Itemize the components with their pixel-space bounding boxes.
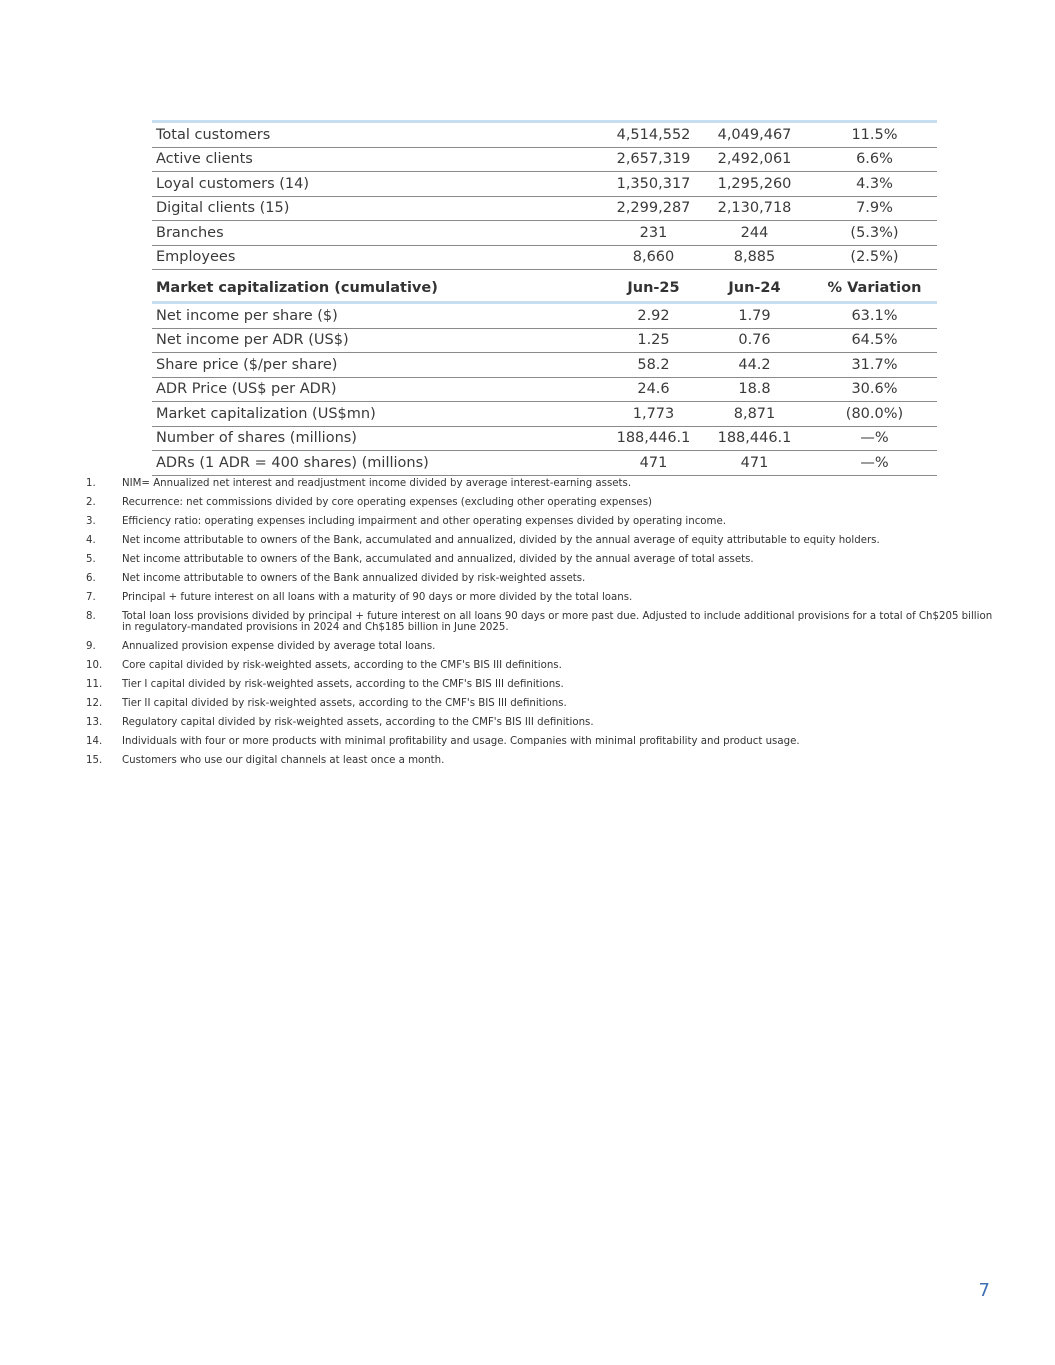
table-row: [152, 377, 937, 402]
header-jun-24: Jun-24: [697, 270, 812, 303]
footnote-number: 4.: [86, 535, 96, 546]
row-label: Digital clients (15): [152, 196, 572, 221]
footnote-item: [86, 554, 996, 565]
footnote-text: NIM= Annualized net interest and readjustment income divided by average interest-earning assets.: [122, 478, 632, 489]
table-row: [152, 122, 937, 148]
footnote-text: Recurrence: net commissions divided by core operating expenses (excluding other operating expenses): [122, 497, 652, 508]
footnote-item: [86, 641, 996, 652]
footnote-text: Net income attributable to owners of the Bank annualized divided by risk-weighted assets.: [122, 573, 586, 584]
footnote-item: [86, 478, 996, 489]
row-label: Branches: [152, 221, 572, 246]
footnote-item: [86, 660, 996, 671]
row-label: Number of shares (millions): [152, 426, 572, 451]
table-row: [152, 147, 937, 172]
value-variation: 7.9%: [812, 196, 937, 221]
footnote-item: [86, 679, 996, 690]
market-table-body: [152, 270, 937, 475]
footnote-number: 2.: [86, 497, 96, 508]
footnote-number: 13.: [86, 717, 103, 728]
footnote-number: 12.: [86, 698, 103, 709]
footnote-text: Tier II capital divided by risk-weighted assets, according to the CMF's BIS III definitions.: [122, 698, 567, 709]
value-variation: 30.6%: [812, 377, 937, 402]
table-row: [152, 402, 937, 427]
value-variation: 6.6%: [812, 147, 937, 172]
value-variation: 31.7%: [812, 353, 937, 378]
table-row: [152, 196, 937, 221]
value-variation: 64.5%: [812, 328, 937, 353]
footnote-item: [86, 497, 996, 508]
table-row: [152, 451, 937, 476]
row-label: Loyal customers (14): [152, 172, 572, 197]
table-row: [152, 328, 937, 353]
header-label: Market capitalization (cumulative): [152, 270, 572, 303]
row-label: Employees: [152, 245, 572, 270]
row-label: Net income per ADR (US$): [152, 328, 572, 353]
footnote-number: 1.: [86, 478, 96, 489]
value-jun-24: 188,446.1: [697, 426, 812, 451]
row-label: Net income per share ($): [152, 303, 572, 329]
value-jun-25: 231: [572, 221, 697, 246]
table-header-row: [152, 270, 937, 303]
value-jun-24: 1,295,260: [697, 172, 812, 197]
row-label: ADR Price (US$ per ADR): [152, 377, 572, 402]
footnote-item: [86, 717, 996, 728]
footnote-text: Individuals with four or more products with minimal profitability and usage. Companies with minimal profitability and product usage.: [122, 736, 800, 747]
market-capitalization-table: [152, 270, 937, 476]
value-jun-24: 2,130,718: [697, 196, 812, 221]
footnote-number: 15.: [86, 755, 103, 766]
row-label: Active clients: [152, 147, 572, 172]
table-row: [152, 172, 937, 197]
customers-table: [152, 120, 937, 270]
footnote-number: 5.: [86, 554, 96, 565]
footnote-item: [86, 592, 996, 603]
value-jun-24: 0.76: [697, 328, 812, 353]
footnote-item: [86, 755, 996, 766]
footnote-text: Annualized provision expense divided by average total loans.: [122, 641, 436, 652]
customers-table-body: [152, 122, 937, 270]
value-variation: 4.3%: [812, 172, 937, 197]
value-jun-25: 58.2: [572, 353, 697, 378]
footnote-number: 3.: [86, 516, 96, 527]
value-variation: —%: [812, 426, 937, 451]
value-jun-24: 8,871: [697, 402, 812, 427]
footnote-number: 7.: [86, 592, 96, 603]
value-jun-25: 4,514,552: [572, 122, 697, 148]
footnote-number: 6.: [86, 573, 96, 584]
value-jun-25: 471: [572, 451, 697, 476]
value-jun-24: 8,885: [697, 245, 812, 270]
footnote-number: 10.: [86, 660, 103, 671]
value-variation: 63.1%: [812, 303, 937, 329]
value-jun-24: 44.2: [697, 353, 812, 378]
row-label: Total customers: [152, 122, 572, 148]
footnote-item: [86, 516, 996, 527]
table-row: [152, 426, 937, 451]
table-row: [152, 245, 937, 270]
value-jun-24: 18.8: [697, 377, 812, 402]
value-variation: —%: [812, 451, 937, 476]
value-variation: 11.5%: [812, 122, 937, 148]
value-variation: (80.0%): [812, 402, 937, 427]
table-row: [152, 353, 937, 378]
footnote-number: 9.: [86, 641, 96, 652]
value-variation: (5.3%): [812, 221, 937, 246]
footnote-text: Regulatory capital divided by risk-weighted assets, according to the CMF's BIS III definitions.: [122, 717, 594, 728]
value-jun-24: 244: [697, 221, 812, 246]
footnote-number: 14.: [86, 736, 103, 747]
footnote-item: [86, 573, 996, 584]
footnotes: [86, 478, 996, 774]
table-row: [152, 221, 937, 246]
value-jun-25: 1.25: [572, 328, 697, 353]
value-jun-24: 2,492,061: [697, 147, 812, 172]
footnote-number: 11.: [86, 679, 103, 690]
footnote-text: Efficiency ratio: operating expenses including impairment and other operating expenses divided by operating income.: [122, 516, 726, 527]
footnote-text: Tier I capital divided by risk-weighted assets, according to the CMF's BIS III definitions.: [122, 679, 564, 690]
row-label: Market capitalization (US$mn): [152, 402, 572, 427]
data-tables: [152, 120, 937, 476]
footnote-text: Net income attributable to owners of the Bank, accumulated and annualized, divided by the annual average of total assets.: [122, 554, 754, 565]
footnote-text: Customers who use our digital channels at least once a month.: [122, 755, 445, 766]
value-jun-25: 24.6: [572, 377, 697, 402]
footnote-item: [86, 611, 996, 633]
value-jun-24: 1.79: [697, 303, 812, 329]
header-variation: % Variation: [812, 270, 937, 303]
footnote-text: Core capital divided by risk-weighted assets, according to the CMF's BIS III definitions.: [122, 660, 562, 671]
value-jun-25: 2.92: [572, 303, 697, 329]
row-label: ADRs (1 ADR = 400 shares) (millions): [152, 451, 572, 476]
footnote-text: Total loan loss provisions divided by principal + future interest on all loans 90 days or more past due. Adjusted to include additional provisions for a total of Ch$205 billion in regulatory-mandated provisions in 2024 and Ch$185 billion in June 2025.: [122, 611, 993, 633]
footnote-text: Net income attributable to owners of the Bank, accumulated and annualized, divided by the annual average of equity attributable to equity holders.: [122, 535, 880, 546]
value-jun-25: 2,657,319: [572, 147, 697, 172]
value-jun-24: 4,049,467: [697, 122, 812, 148]
value-jun-25: 188,446.1: [572, 426, 697, 451]
footnote-text: Principal + future interest on all loans with a maturity of 90 days or more divided by the total loans.: [122, 592, 633, 603]
table-row: [152, 303, 937, 329]
footnote-item: [86, 736, 996, 747]
footnote-item: [86, 698, 996, 709]
footnote-number: 8.: [86, 611, 96, 622]
value-jun-25: 1,773: [572, 402, 697, 427]
row-label: Share price ($/per share): [152, 353, 572, 378]
header-jun-25: Jun-25: [572, 270, 697, 303]
value-jun-25: 1,350,317: [572, 172, 697, 197]
footnote-item: [86, 535, 996, 546]
value-jun-25: 2,299,287: [572, 196, 697, 221]
value-jun-25: 8,660: [572, 245, 697, 270]
value-variation: (2.5%): [812, 245, 937, 270]
value-jun-24: 471: [697, 451, 812, 476]
page-number: 7: [978, 1280, 990, 1301]
